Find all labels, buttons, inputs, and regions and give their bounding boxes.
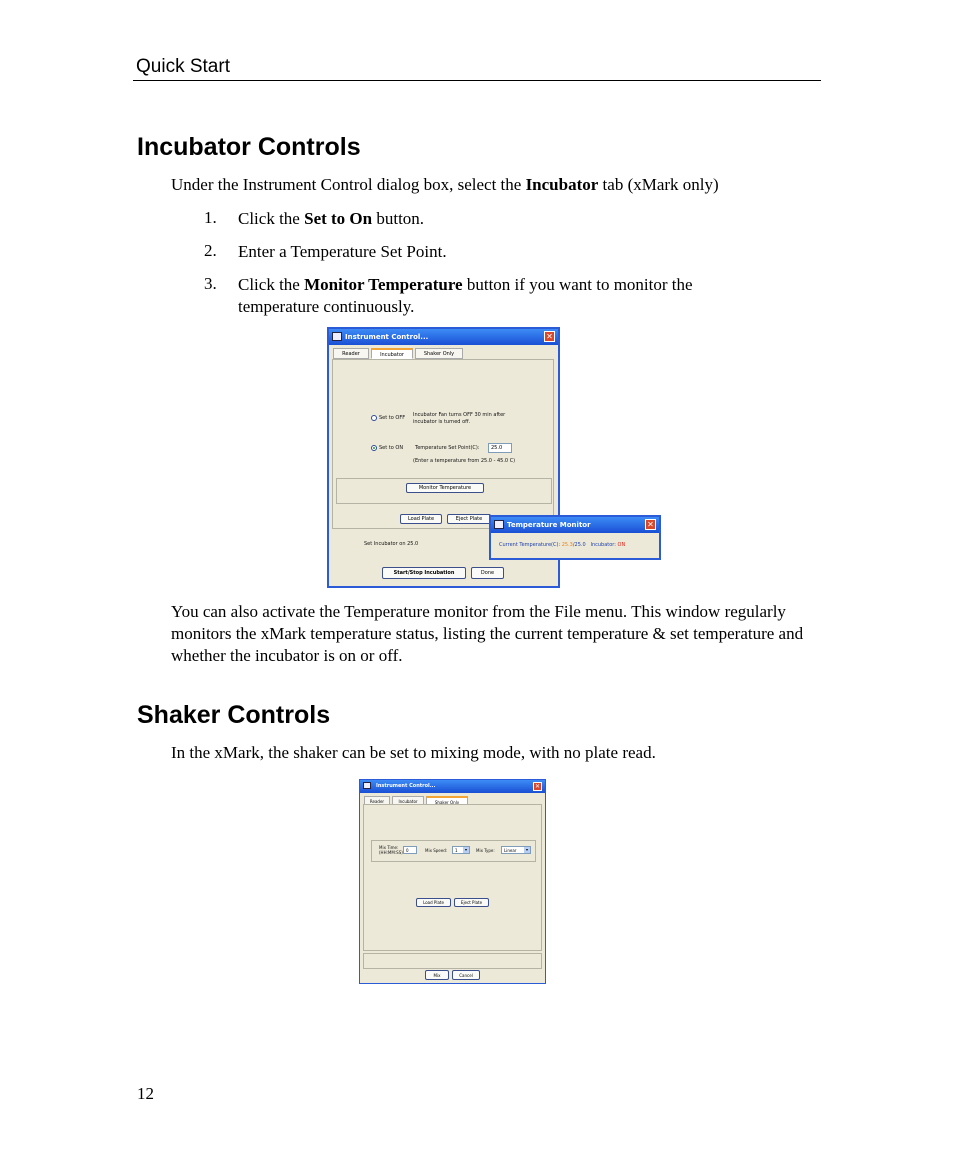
incubator-heading: Incubator Controls [137, 133, 361, 161]
mix-button[interactable]: Mix [425, 970, 449, 980]
incubator-label: Incubator: [590, 542, 616, 548]
set-on-label: Set to ON [379, 445, 404, 451]
status-text: Set Incubator on 25.0 [364, 541, 419, 547]
mix-type-value: Linear [504, 848, 517, 853]
tab-reader[interactable]: Reader [333, 348, 369, 359]
start-stop-incubation-button[interactable]: Start/Stop Incubation [382, 567, 466, 579]
step-text-end: button if you want to monitor the temperature continuously. [238, 275, 693, 316]
monitor-paragraph: You can also activate the Temperature monitor from the File menu. This window regularly monitors the xMark temperature status, listing the current temperature & set temperature and whether the incubator is on or off. [171, 602, 804, 665]
step-text-end: button. [372, 209, 425, 228]
tab-shaker-only[interactable]: Shaker Only [415, 348, 463, 359]
monitor-readout [499, 542, 625, 549]
fan-note: Incubator Fan turns OFF 30 min after incubator is turned off. [413, 412, 506, 425]
cancel-button[interactable]: Cancel [452, 970, 480, 980]
mix-speed-value: 1 [455, 848, 458, 853]
set-on-radio[interactable] [371, 445, 377, 451]
mix-time-label: Mix Time: (HH:MM:SS) [379, 845, 403, 855]
app-icon [363, 782, 371, 789]
chevron-down-icon[interactable]: ▾ [464, 847, 467, 852]
app-icon [332, 332, 342, 341]
step-bold: Monitor Temperature [304, 275, 463, 294]
step-number: 3. [204, 274, 217, 293]
intro-bold: Incubator [525, 175, 599, 194]
eject-plate-button[interactable]: Eject Plate [447, 514, 491, 524]
incubator-state: ON [617, 542, 626, 548]
dialog-titlebar [329, 329, 558, 345]
page-number: 12 [137, 1084, 154, 1103]
tab-incubator[interactable]: Incubator [371, 348, 413, 359]
tab-shaker-only[interactable]: Shaker Only [426, 796, 468, 805]
incubator-panel [332, 359, 554, 529]
monitor-title: Temperature Monitor [507, 521, 591, 529]
step-number: 1. [204, 208, 217, 227]
monitor-titlebar [491, 517, 659, 533]
step-2 [238, 241, 798, 263]
mix-type-label: Mix Type: [476, 848, 495, 853]
mix-speed-select[interactable] [452, 846, 470, 854]
close-icon[interactable]: ✕ [534, 783, 541, 790]
chevron-down-icon[interactable]: ▾ [525, 847, 528, 852]
dialog-titlebar [360, 780, 545, 793]
dialog-title: Instrument Control... [376, 783, 436, 789]
step-text: Click the [238, 209, 305, 228]
set-off-label: Set to OFF [379, 415, 406, 421]
dialog-title: Instrument Control... [345, 333, 429, 341]
range-hint: (Enter a temperature from 25.0 - 45.0 C) [413, 458, 516, 464]
setpoint-label: Temperature Set Point(C): [415, 445, 480, 451]
step-text: Click the [238, 275, 305, 294]
intro-text: Under the Instrument Control dialog box, select the [171, 175, 526, 194]
close-icon[interactable]: ✕ [645, 519, 656, 530]
intro-text-end: tab (xMark only) [598, 175, 719, 194]
instrument-control-dialog-shaker [359, 779, 546, 984]
step-text: Enter a Temperature Set Point. [238, 242, 447, 261]
tab-incubator[interactable]: Incubator [392, 796, 424, 805]
temperature-monitor-window [489, 515, 661, 560]
current-temp-value: 25.3 [561, 542, 573, 548]
monitor-temperature-button[interactable]: Monitor Temperature [406, 483, 484, 493]
app-icon [494, 520, 504, 529]
incubator-intro [171, 174, 719, 196]
load-plate-button[interactable]: Load Plate [400, 514, 442, 524]
done-button[interactable]: Done [471, 567, 504, 579]
mix-time-input[interactable]: 0 [403, 846, 417, 854]
mix-speed-label: Mix Speed: [425, 848, 448, 853]
current-temp-label: Current Temperature(C): [499, 542, 561, 548]
load-plate-button[interactable]: Load Plate [416, 898, 451, 907]
mix-settings-group [371, 840, 536, 862]
shaker-intro: In the xMark, the shaker can be set to mixing mode, with no plate read. [171, 743, 656, 762]
shaker-panel [363, 804, 542, 951]
header-rule [133, 80, 821, 81]
step-3 [238, 274, 758, 318]
shaker-heading: Shaker Controls [137, 701, 331, 729]
setpoint-input[interactable]: 25.0 [488, 443, 512, 453]
running-header: Quick Start [136, 56, 230, 77]
step-bold: Set to On [304, 209, 373, 228]
eject-plate-button[interactable]: Eject Plate [454, 898, 489, 907]
step-number: 2. [204, 241, 217, 260]
monitor-group [336, 478, 552, 504]
close-icon[interactable]: ✕ [544, 331, 555, 342]
set-off-radio[interactable] [371, 415, 377, 421]
step-1 [238, 208, 798, 230]
set-temp-value: /25.0 [572, 542, 586, 548]
tab-reader[interactable]: Reader [364, 796, 390, 805]
mix-type-select[interactable] [501, 846, 531, 854]
status-area [363, 953, 542, 969]
